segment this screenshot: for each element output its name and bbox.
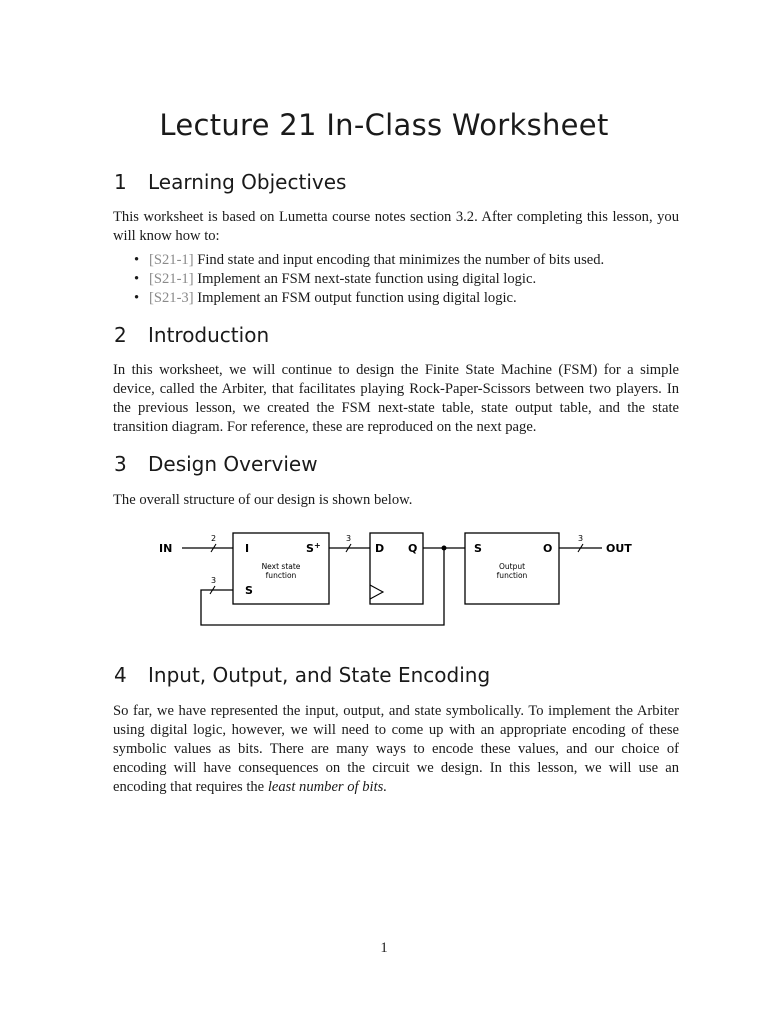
- objective-ref: [S21-1]: [149, 252, 194, 268]
- bullet-icon: •: [134, 290, 140, 306]
- output-block-caption-line2: function: [496, 571, 528, 580]
- next-state-input-i: I: [245, 542, 250, 555]
- section-title: Learning Objectives: [148, 170, 347, 194]
- out-label: OUT: [606, 542, 632, 555]
- objective-text: Implement an FSM next-state function using digital logic.: [197, 271, 537, 287]
- page-number: 1: [380, 940, 388, 956]
- in-label: IN: [159, 542, 173, 555]
- list-item: [113, 251, 679, 270]
- encoding-paragraph: [113, 702, 679, 797]
- section-title: Input, Output, and State Encoding: [148, 663, 491, 687]
- clock-triangle-icon: [370, 585, 383, 599]
- section-title: Design Overview: [148, 452, 318, 476]
- next-state-input-s: S: [245, 584, 253, 597]
- objective-text: Find state and input encoding that minimizes the number of bits used.: [197, 252, 605, 268]
- introduction-paragraph: In this worksheet, we will continue to design the Finite State Machine (FSM) for a simple device, called the Arbiter, that facilitates playing Rock-Paper-Scissors between two players. In the previous lesson, we created the FSM next-state table, state output table, and the state transition diagram. For reference, these are reproduced on the next page.: [113, 362, 679, 435]
- section-heading-learning-objectives: [114, 170, 346, 194]
- next-state-output-splus: S+: [306, 541, 321, 555]
- list-item: [113, 270, 679, 289]
- section-number: 4: [114, 663, 127, 687]
- bullet-icon: •: [134, 271, 140, 287]
- page-title: Lecture 21 In-Class Worksheet: [159, 108, 609, 142]
- section-heading-encoding: [114, 663, 490, 687]
- bullet-icon: •: [134, 252, 140, 268]
- output-bus-width: 3: [578, 534, 584, 543]
- section-number: 2: [114, 323, 127, 347]
- fsm-block-diagram: [150, 528, 632, 630]
- section-heading-design-overview: [114, 452, 318, 476]
- objective-text: Implement an FSM output function using digital logic.: [197, 290, 517, 306]
- input-bus-width: 2: [211, 534, 217, 543]
- next-state-bus-width: 3: [346, 534, 352, 543]
- output-block-output-o: O: [543, 542, 553, 555]
- output-block-input-s: S: [474, 542, 482, 555]
- objective-ref: [S21-3]: [149, 290, 194, 306]
- feedback-bus-width: 3: [211, 576, 217, 585]
- flipflop-d: D: [375, 542, 385, 555]
- flipflop-q: Q: [408, 542, 418, 555]
- next-state-caption-line1: Next state: [261, 562, 301, 571]
- section-number: 1: [114, 170, 127, 194]
- section-number: 3: [114, 452, 127, 476]
- objectives-intro-paragraph: This worksheet is based on Lumetta course notes section 3.2. After completing this lesson, you will know how to:: [113, 209, 679, 244]
- output-block-caption-line1: Output: [498, 562, 526, 571]
- design-overview-paragraph: The overall structure of our design is shown below.: [113, 492, 413, 508]
- encoding-paragraph-text: So far, we have represented the input, output, and state symbolically. To implement the Arbiter using digital logic, however, we will need to come up with an appropriate encoding of these symbolic values as bits. There are many ways to encode these values, and our choice of encoding will have consequences on the circuit we design. In this lesson, we will use an encoding that requires the: [113, 703, 679, 795]
- section-title: Introduction: [148, 323, 270, 347]
- section-heading-introduction: [114, 323, 269, 347]
- list-item: [113, 289, 679, 308]
- next-state-caption-line2: function: [265, 571, 297, 580]
- objectives-list: [113, 251, 679, 308]
- feedback-bus-line: [201, 548, 444, 625]
- objective-ref: [S21-1]: [149, 271, 194, 287]
- encoding-emphasis: least number of bits.: [267, 779, 387, 795]
